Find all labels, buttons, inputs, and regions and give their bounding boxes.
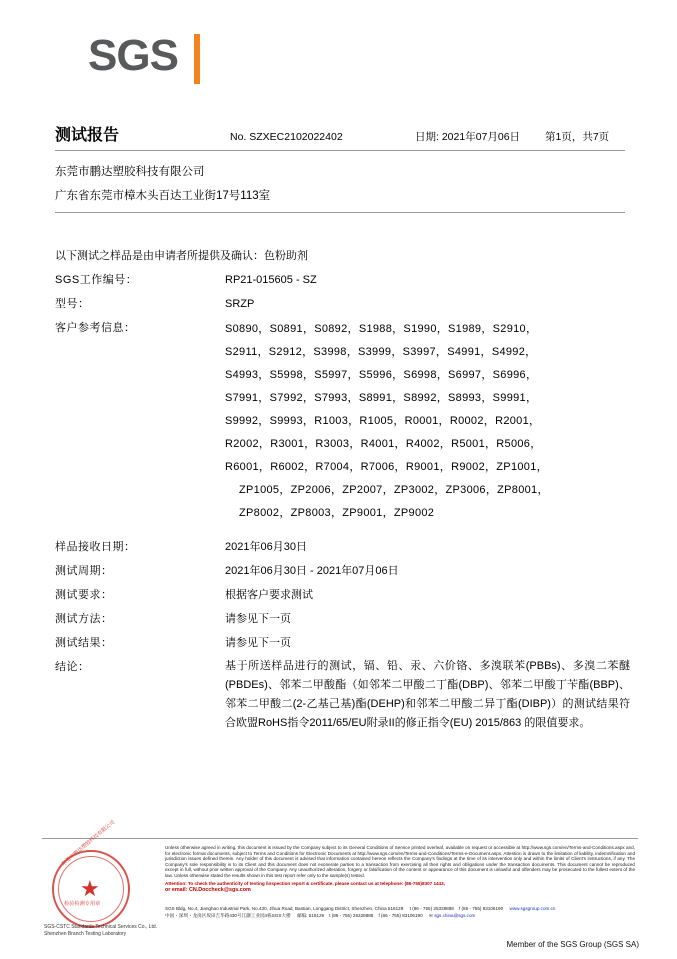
client-ref-line: R6001，R6002，R7004，R7006，R9001，R9002，ZP1001， bbox=[225, 461, 548, 473]
receive-date-value: 2021年06月30日 bbox=[225, 541, 307, 553]
field-row-test-result bbox=[55, 633, 630, 653]
client-ref-line: ZP1005，ZP2006，ZP2007，ZP3002，ZP3006，ZP8001， bbox=[239, 484, 549, 496]
client-ref-line: S0890，S0891，S0892，S1988，S1990，S1989，S2910， bbox=[225, 323, 538, 335]
footer-member-note: Member of the SGS Group (SGS SA) bbox=[506, 940, 639, 949]
model-value: SRZP bbox=[225, 298, 255, 310]
conclusion-label: 结论： bbox=[55, 661, 90, 673]
client-divider bbox=[55, 212, 625, 213]
fields-table bbox=[55, 270, 630, 737]
report-date: 日期: 2021年07月06日 bbox=[415, 131, 521, 143]
client-ref-line: S9992，S9993，R1003，R1005，R0001，R0002，R2001， bbox=[225, 415, 541, 427]
company-stamp bbox=[44, 819, 159, 937]
attention-line1: Attention: To check the authenticity of testing /inspection report & certificate, please contact us at telephone: (86-755)8307 1443, bbox=[165, 880, 445, 886]
client-ref-line: S4993，S5998，S5997，S5996，S6998，S6997，S6996， bbox=[225, 369, 538, 381]
field-row-conclusion bbox=[55, 657, 630, 733]
footer-email[interactable]: sgs.china@sgs.com bbox=[434, 913, 476, 918]
job-no-label: SGS工作编号： bbox=[55, 274, 138, 286]
receive-date-label: 样品接收日期： bbox=[55, 541, 136, 553]
star-icon: ★ bbox=[80, 876, 100, 901]
stamp-arc-label: 东莞市鹏达塑胶科技有限公司 bbox=[60, 819, 117, 868]
sgs-logo bbox=[88, 32, 198, 90]
page-title: 测试报告 bbox=[55, 127, 120, 144]
footer-divider bbox=[42, 838, 638, 839]
field-row-job-no bbox=[55, 270, 630, 290]
footer-address-cn: 中国・深圳・龙岗区坂田吉华路430号江灏工业园4栋SGS大楼 bbox=[165, 913, 291, 918]
footer-tel-cn: t (86 - 755) 25328888 bbox=[329, 913, 374, 918]
report-number: No. SZXEC2102022402 bbox=[230, 131, 343, 143]
stamp-caption-line1: SGS-CSTC Standards Technical Services Co., Ltd. bbox=[44, 924, 158, 930]
test-result-value: 请参见下一页 bbox=[225, 637, 291, 649]
disclaimer-body: Unless otherwise agreed in writing, this document is issued by the Company subject to its General Conditions of Service printed overleaf, available on request or accessible at http://www.sgs.com/en/Terms-and-Conditions.aspx and, for electronic format documents, subject to Terms and Conditions for Electronic Documents at http://www.sgs.com/en/Terms-and-Conditions/Terms-e-Document.aspx. Attention is drawn to the limitation of liability, indemnification and jurisdiction issues defined therein. Any holder of this document is advised that information contained hereon reflects the Company's findings at the time of its intervention only and within the limits of Client's instructions, if any. The Company's sole responsibility is to its Client and this document does not exonerate parties to a transaction from exercising all their rights and obligations under the transaction documents. This document cannot be reproduced except in full, without prior written approval of the Company. Any unauthorized alteration, forgery or falsification of the content or appearance of this document is unlawful and offenders may be prosecuted to the fullest extent of the law. Unless otherwise stated the results shown in this test report refer only to the sample(s) tested. bbox=[165, 845, 635, 878]
report-header-row bbox=[55, 122, 625, 145]
footer-fax-en: f (86 - 755) 83106190 bbox=[458, 906, 504, 911]
attention-line2: or email: CN.Doccheck@sgs.com bbox=[165, 886, 251, 893]
footer-website[interactable]: www.sgsgroup.com.cn bbox=[509, 906, 556, 911]
footer-zip-cn: 邮编: 518129 bbox=[296, 913, 325, 918]
header-divider bbox=[55, 150, 625, 151]
client-ref-label: 客户参考信息： bbox=[55, 322, 136, 334]
test-request-label: 测试要求： bbox=[55, 589, 113, 601]
footer-tel-en: t (86 - 755) 25328888 bbox=[409, 906, 454, 911]
test-result-label: 测试结果： bbox=[55, 637, 113, 649]
model-label: 型号： bbox=[55, 298, 90, 310]
stamp-caption-line2: Shenzhen Branch Testing Laboratory bbox=[44, 931, 127, 937]
test-method-value: 请参见下一页 bbox=[225, 613, 291, 625]
client-block bbox=[55, 160, 270, 208]
client-ref-line: S7991，S7992，S7993，S8991，S8992，S8993，S9991， bbox=[225, 392, 538, 404]
footer-address-en-row bbox=[165, 905, 635, 912]
client-ref-line: R2002，R3001，R3003，R4001，R4002，R5001，R5006， bbox=[225, 438, 542, 450]
test-request-value: 根据客户要求测试 bbox=[225, 589, 313, 601]
footer-address-cn-row bbox=[165, 912, 635, 919]
test-method-label: 测试方法： bbox=[55, 613, 113, 625]
stamp-caption bbox=[44, 924, 162, 938]
spacer bbox=[55, 529, 630, 537]
footer-address-block bbox=[165, 905, 635, 919]
client-name: 东莞市鹏达塑胶科技有限公司 bbox=[55, 166, 205, 178]
job-no-value: RP21-015605 - SZ bbox=[225, 274, 317, 286]
footer-address-en: SGS Bldg, No.4, Jianghao Industrial Park, No.430, Jihua Road, Bantian, Longgang District, Shenzhen, China 518129 bbox=[165, 906, 404, 911]
envelope-icon: ✉ bbox=[429, 913, 433, 918]
client-ref-line: S2911，S2912，S3998，S3999，S3997，S4991，S4992， bbox=[225, 346, 537, 358]
field-row-receive-date bbox=[55, 537, 630, 557]
test-period-value: 2021年06月30日 - 2021年07月06日 bbox=[225, 565, 399, 577]
stamp-inner-label: 检验检测专用章 bbox=[64, 901, 101, 907]
client-address: 广东省东莞市樟木头百达工业街17号113室 bbox=[55, 190, 271, 202]
stamp-arc-text bbox=[50, 819, 132, 926]
page-indicator: 第1页，共7页 bbox=[545, 131, 610, 143]
test-period-label: 测试周期： bbox=[55, 565, 113, 577]
client-ref-line: ZP8002，ZP8003，ZP9001，ZP9002 bbox=[239, 507, 435, 519]
sgs-logo-text: SGS bbox=[88, 31, 178, 80]
footer-disclaimer bbox=[165, 845, 635, 893]
conclusion-value: 基于所送样品进行的测试，镉、铅、汞、六价铬、多溴联苯(PBBs)、多溴二苯醚(PBDEs)、邻苯二甲酸酯（如邻苯二甲酸二丁酯(DBP)、邻苯二甲酸丁苄酯(BBP)、邻苯二甲酸二(2-乙基己基)酯(DEHP)和邻苯二甲酸二异丁酯(DIBP)）的测试结果符合欧盟RoHS指令2011/65/EU附录II的修正指令(EU) 2015/863 的限值要求。 bbox=[225, 660, 630, 729]
field-row-test-method bbox=[55, 609, 630, 629]
field-row-test-period bbox=[55, 561, 630, 581]
field-row-model bbox=[55, 294, 630, 314]
sample-statement: 以下测试之样品是由申请者所提供及确认：色粉助剂 bbox=[55, 250, 308, 262]
client-ref-values bbox=[225, 318, 630, 525]
footer-attention bbox=[165, 881, 635, 893]
field-row-test-request bbox=[55, 585, 630, 605]
footer-fax-cn: f (86 - 755) 83106190 bbox=[378, 913, 423, 918]
sgs-logo-accent-bar bbox=[194, 34, 200, 84]
field-row-client-ref bbox=[55, 318, 630, 525]
